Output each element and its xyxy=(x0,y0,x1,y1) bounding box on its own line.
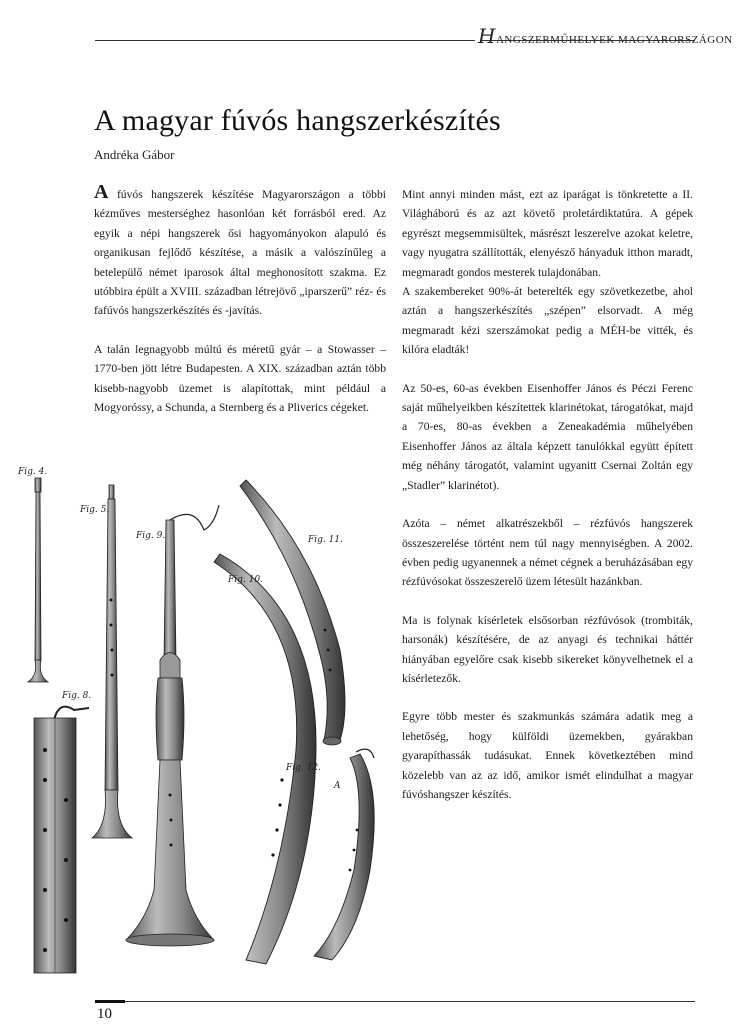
instrument-fig9 xyxy=(126,505,219,946)
right-paragraph-5: Egyre több mester és szakmunkás számára adatik meg a lehetőség, hogy külföldi üzemekben, gyárakban gyarapíthassák tudásukat. Ennek következtében mind közelebb van az az idő, amikor ismét elindulhat a magyar fúvóshangszer készítés. xyxy=(402,710,693,801)
left-paragraph-1: A fúvós hangszerek készítése Magyarországon a többi kézműves mesterséghez hasonlóan két forrásból ered. Az egyik a népi hangszerek ősi hagyományokon alapuló és organikusan fejlődő készítése, a másik a valószínűleg a betelepülő német iparosok által meghonosított szakma. Ez utóbbira épült a XVIII. században létrejövő „iparszerű” réz- és fafúvós hangszerkészítés és -javítás. xyxy=(94,181,386,318)
instrument-fig10 xyxy=(214,554,316,964)
article-title: A magyar fúvós hangszerkészítés xyxy=(94,104,501,137)
fig11-label: Fig. 11. xyxy=(308,535,343,545)
left-column xyxy=(94,181,386,436)
right-column xyxy=(402,185,693,823)
article-author: Andréka Gábor xyxy=(94,147,175,162)
fig9-label: Fig. 9. xyxy=(136,531,166,541)
instrument-fig4 xyxy=(28,478,48,682)
instrument-fig5 xyxy=(92,485,132,838)
right-paragraph-1a: Mint annyi minden mást, ezt az iparágat is tönkretette a II. Világháború és az azt követő proletárdiktatúra. A gépek egyrészt megsemmisültek, másrészt leszerelve azokat keletre, vagy nyugatra szállították, elenyésző hányaduk itthon maradt, megmaradt gondos mesterek tulajdonában. xyxy=(402,188,693,279)
fig12-label: Fig. 12. xyxy=(286,763,321,773)
right-paragraph-3: Azóta – német alkatrészekből – rézfúvós hangszerek összeszerelése történt nem túl nagy mennyiségben. A 2002. évben pedig ugyanennek a német cégnek a beruházásában egy rézfúvósokat összeszerelő üzem létesült hazánkban. xyxy=(402,517,693,589)
drop-cap: A xyxy=(94,181,109,203)
footer-rule xyxy=(125,1001,695,1002)
instrument-fig11 xyxy=(240,480,345,745)
fig5-label: Fig. 5. xyxy=(80,505,110,515)
right-paragraph-4: Ma is folynak kísérletek elsősorban rézfúvósok (trombiták, harsonák) készítésére, de az anyagi és technikai háttér hiányában egyelőre csak kisebb sikereket könyvelhetnek el a kísérletezők. xyxy=(402,613,693,685)
fig12-marker-a: A xyxy=(334,781,341,791)
fig10-label: Fig. 10. xyxy=(228,575,263,585)
running-header xyxy=(478,24,733,48)
page-number: 10 xyxy=(97,1006,112,1022)
instrument-fig8 xyxy=(34,707,89,973)
instrument-engraving-svg xyxy=(14,450,404,990)
fig8-label: Fig. 8. xyxy=(62,691,92,701)
header-title-text: ANGSZERMŰHELYEK MAGYARORSZÁGON xyxy=(495,34,733,46)
fig4-label: Fig. 4. xyxy=(18,467,48,477)
right-paragraph-1b: A szakembereket 90%-át beterelték egy szövetkezetbe, ahol aztán a hangszerkészítés „szépen” elsorvadt. A még megmaradt kézi szerszámokat pedig a MÉH-be vitték, és kilóra eladták! xyxy=(402,285,693,357)
header-initial: H xyxy=(478,24,496,48)
left-paragraph-2: A talán legnagyobb múltú és méretű gyár – a Stowasser – 1770-ben jött létre Budapesten. A XIX. században aztán több kisebb-nagyobb üzemet is alapítottak, mint például a Mogyoróssy, a Schunda, a Sternberg és a Pliverics cégeket. xyxy=(94,342,386,415)
instrument-fig12 xyxy=(314,749,374,960)
footer-bar xyxy=(95,1000,125,1003)
right-paragraph-2: Az 50-es, 60-as években Eisenhoffer János és Péczi Ferenc saját műhelyeikben készítettek klarinétokat, tárogatókat, majd a 70-es, 80-as években a Zeneakadémia műhelyében Eisenhoffer János az általa képzett tanulókkal együtt épített még néhány tárogatót, valamint ugyanitt Csernai Zoltán egy „Stadler” klarinétot). xyxy=(402,381,693,492)
header-rule xyxy=(95,40,475,41)
instrument-engraving xyxy=(14,450,404,990)
